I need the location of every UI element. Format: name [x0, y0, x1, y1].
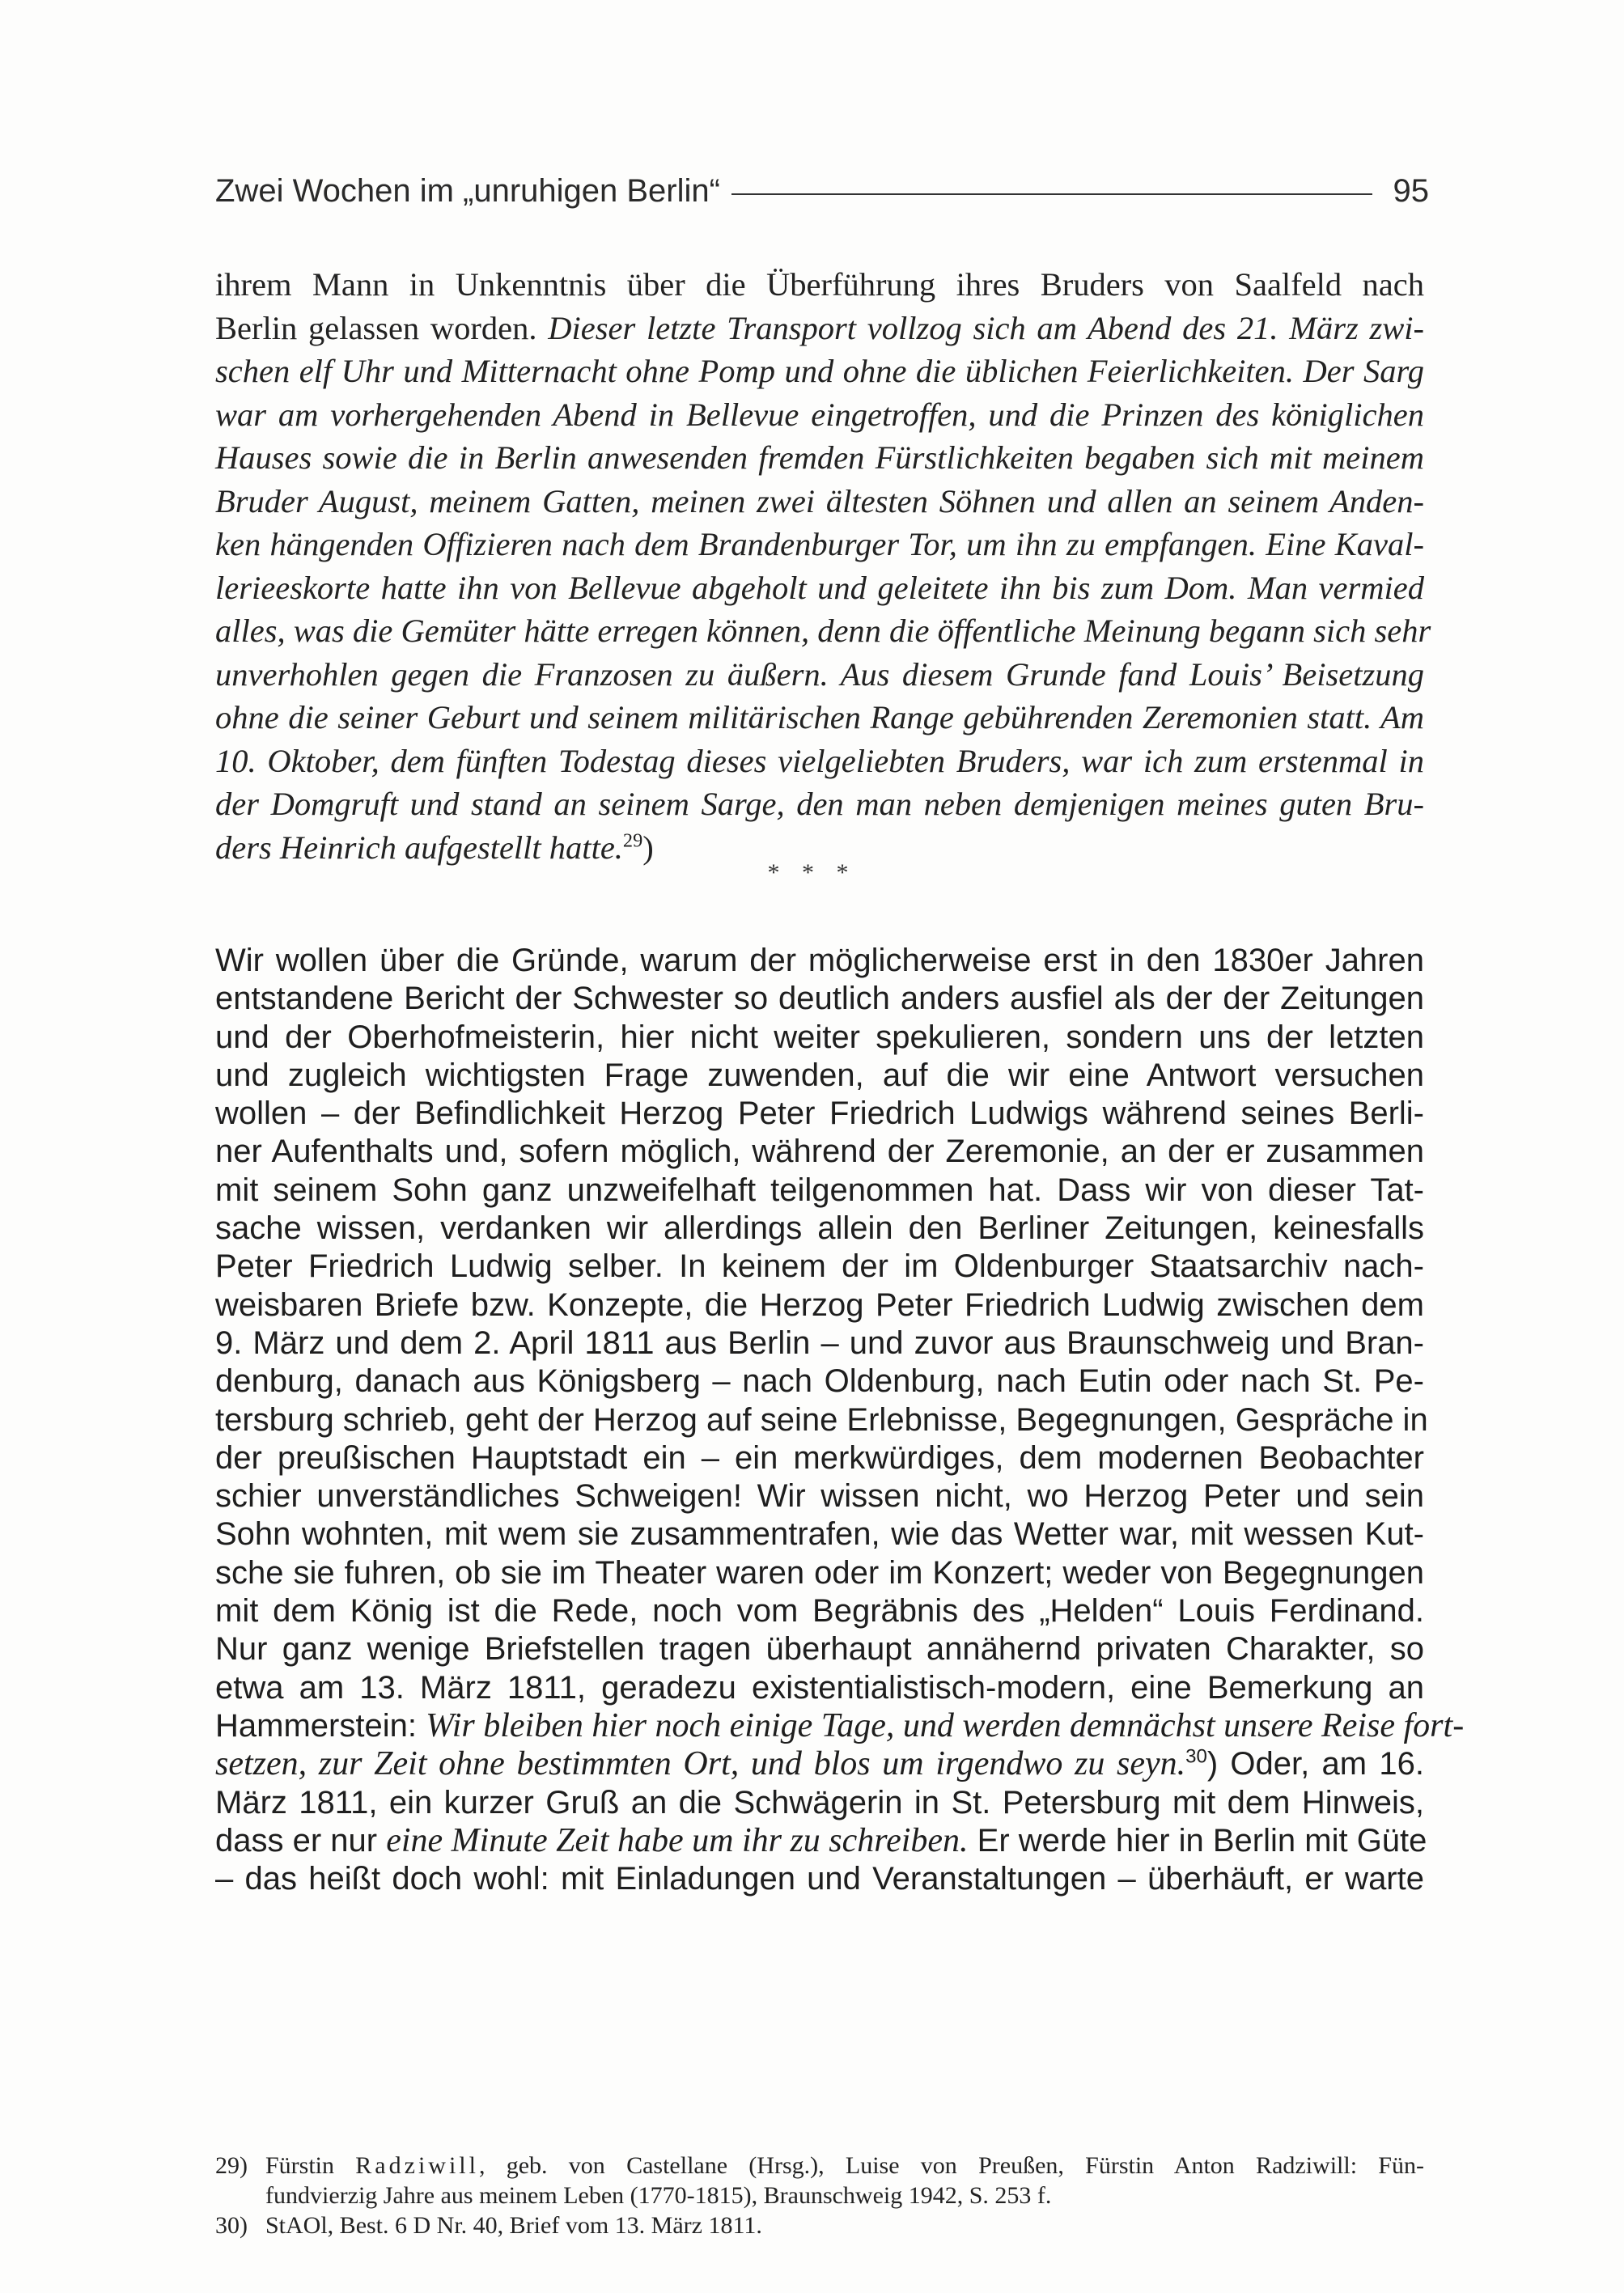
body-line: mit dem König ist die Rede, noch vom Begräbnis des „Helden“ Louis Ferdinand. — [215, 1593, 1424, 1630]
body-line: tersburg schrieb, geht der Herzog auf seine Erlebnisse, Begegnungen, Gespräche in — [215, 1401, 1428, 1438]
body-line: denburg, danach aus Königsberg – nach Oldenburg, nach Eutin oder nach St. Pe- — [215, 1363, 1424, 1400]
footnotes — [215, 2151, 1424, 2240]
body-line: dass er nur eine Minute Zeit habe um ihr zu schreiben. Er werde hier in Berlin mit Güte — [215, 1821, 1427, 1859]
page-number: 95 — [1393, 172, 1429, 209]
body-line: und zugleich wichtigsten Frage zuwenden, auf die wir eine Antwort versuchen — [215, 1057, 1424, 1093]
body-line: ner Aufenthalts und, sofern möglich, während der Zeremonie, an der er zusammen — [215, 1134, 1424, 1170]
quote-line: ders Heinrich aufgestellt hatte.$^{29}$) — [215, 829, 654, 866]
body-line: schier unverständliches Schweigen! Wir wissen nicht, wo Herzog Peter und sein — [215, 1478, 1424, 1515]
quote-line: Hauses sowie die in Berlin anwesenden fremden Fürstlichkeiten begaben sich mit meinem — [215, 439, 1424, 476]
body-line: März 1811, ein kurzer Gruß an die Schwägerin in St. Petersburg mit dem Hinweis, — [215, 1784, 1424, 1820]
footnote-text: StAOl, Best. 6 D Nr. 40, Brief vom 13. März 1811. — [265, 2212, 762, 2239]
quote-line: ihrem Mann in Unkenntnis über die Überführung ihres Bruders von Saalfeld nach — [215, 266, 1424, 303]
quoted-passage — [215, 263, 1431, 869]
body-line: und der Oberhofmeisterin, hier nicht weiter spekulieren, sondern uns der letzten — [215, 1019, 1424, 1055]
body-line: Hammerstein: Wir bleiben hier noch einige Tage, und werden demnächst unsere Reise fort- — [215, 1706, 1465, 1744]
footnote-ref-29: 29 — [622, 829, 643, 851]
footnote-30 — [215, 2210, 1424, 2240]
body-line: 9. März und dem 2. April 1811 aus Berlin – und zuvor aus Braunschweig und Bran- — [215, 1325, 1424, 1361]
body-line: der preußischen Hauptstadt ein – ein merkwürdiges, dem modernen Beobachter — [215, 1439, 1424, 1476]
body-line: Peter Friedrich Ludwig selber. In keinem der im Oldenburger Staatsarchiv nach- — [215, 1248, 1424, 1285]
body-line: – das heißt doch wohl: mit Einladungen und Veranstaltungen – überhäuft, er warte — [215, 1861, 1424, 1897]
body-line: wollen – der Befindlichkeit Herzog Peter Friedrich Ludwigs während seines Berli- — [215, 1096, 1424, 1132]
running-title: Zwei Wochen im „unruhigen Berlin“ — [215, 172, 720, 209]
footnote-29 — [215, 2151, 1424, 2210]
body-line: sche sie fuhren, ob sie im Theater waren oder im Konzert; weder von Begegnungen — [215, 1554, 1424, 1591]
quote-line: ken hängenden Offizieren nach dem Brandenburger Tor, um ihn zu empfangen. Eine Kaval- — [215, 526, 1424, 562]
quote-line: lerieeskorte hatte ihn von Bellevue abgeholt und geleitete ihn bis zum Dom. Man vermied — [215, 569, 1424, 606]
footnote-text: Fürstin Radziwill, geb. von Castellane (Hrsg.), Luise von Preußen, Fürstin Anton Radziwill: Fün- fundvierzig Jahre aus meinem Leben (1770-1815), Braunschweig 1942, S. 253 f. — [265, 2152, 1424, 2209]
footnote-ref-30: 30 — [1185, 1745, 1207, 1768]
body-line: weisbaren Briefe bzw. Konzepte, die Herzog Peter Friedrich Ludwig zwischen dem — [215, 1286, 1424, 1323]
body-line: setzen, zur Zeit ohne bestimmten Ort, und blos um irgendwo zu seyn.$^{30}$) Oder, am 16. — [215, 1745, 1424, 1783]
header-rule — [731, 193, 1372, 195]
footnote-number: 29) — [215, 2152, 248, 2179]
footnote-number: 30) — [215, 2212, 248, 2239]
quote-line: der Domgruft und stand an seinem Sarge, den man neben demjenigen meines guten Bru- — [215, 786, 1424, 822]
body-paragraph — [215, 942, 1465, 1898]
quote-line: ohne die seiner Geburt und seinem militärischen Range gebührenden Zeremonien statt. Am — [215, 699, 1424, 735]
quote-line: alles, was die Gemüter hätte erregen können, denn die öffentliche Meinung begann sich sehr — [215, 612, 1431, 649]
quote-line: schen elf Uhr und Mitternacht ohne Pomp und ohne die üblichen Feierlichkeiten. Der Sarg — [215, 353, 1424, 389]
body-line: Wir wollen über die Gründe, warum der möglicherweise erst in den 1830er Jahren — [215, 943, 1424, 978]
section-separator: * * * — [767, 859, 857, 886]
quote-line: Berlin gelassen worden. Dieser letzte Transport vollzog sich am Abend des 21. März zwi- — [215, 309, 1424, 346]
author-name: Radziwill — [355, 2152, 479, 2179]
body-line: Sohn wohnten, mit wem sie zusammentrafen, wie das Wetter war, mit wessen Kut- — [215, 1516, 1424, 1553]
body-line: sache wissen, verdanken wir allerdings allein den Berliner Zeitungen, keinesfalls — [215, 1210, 1424, 1247]
body-line: mit seinem Sohn ganz unzweifelhaft teilgenommen hat. Dass wir von dieser Tat- — [215, 1172, 1424, 1208]
quote-line: war am vorhergehenden Abend in Bellevue eingetroffen, und die Prinzen des königlichen — [215, 396, 1424, 433]
quote-line: Bruder August, meinem Gatten, meinen zwei ältesten Söhnen und allen an seinem Anden- — [215, 482, 1424, 519]
body-line: Nur ganz wenige Briefstellen tragen überhaupt annähernd privaten Charakter, so — [215, 1631, 1424, 1668]
quote-line: 10. Oktober, dem fünften Todestag dieses vielgeliebten Bruders, war ich zum erstenmal in — [215, 742, 1424, 779]
body-line: entstandene Bericht der Schwester so deutlich anders ausfiel als der der Zeitungen — [215, 981, 1424, 1017]
quote-line: unverhohlen gegen die Franzosen zu äußern. Aus diesem Grunde fand Louis’ Beisetzung — [215, 655, 1424, 693]
page-header — [215, 162, 1429, 220]
body-line: etwa am 13. März 1811, geradezu existentialistisch-modern, eine Bemerkung an — [215, 1669, 1424, 1706]
